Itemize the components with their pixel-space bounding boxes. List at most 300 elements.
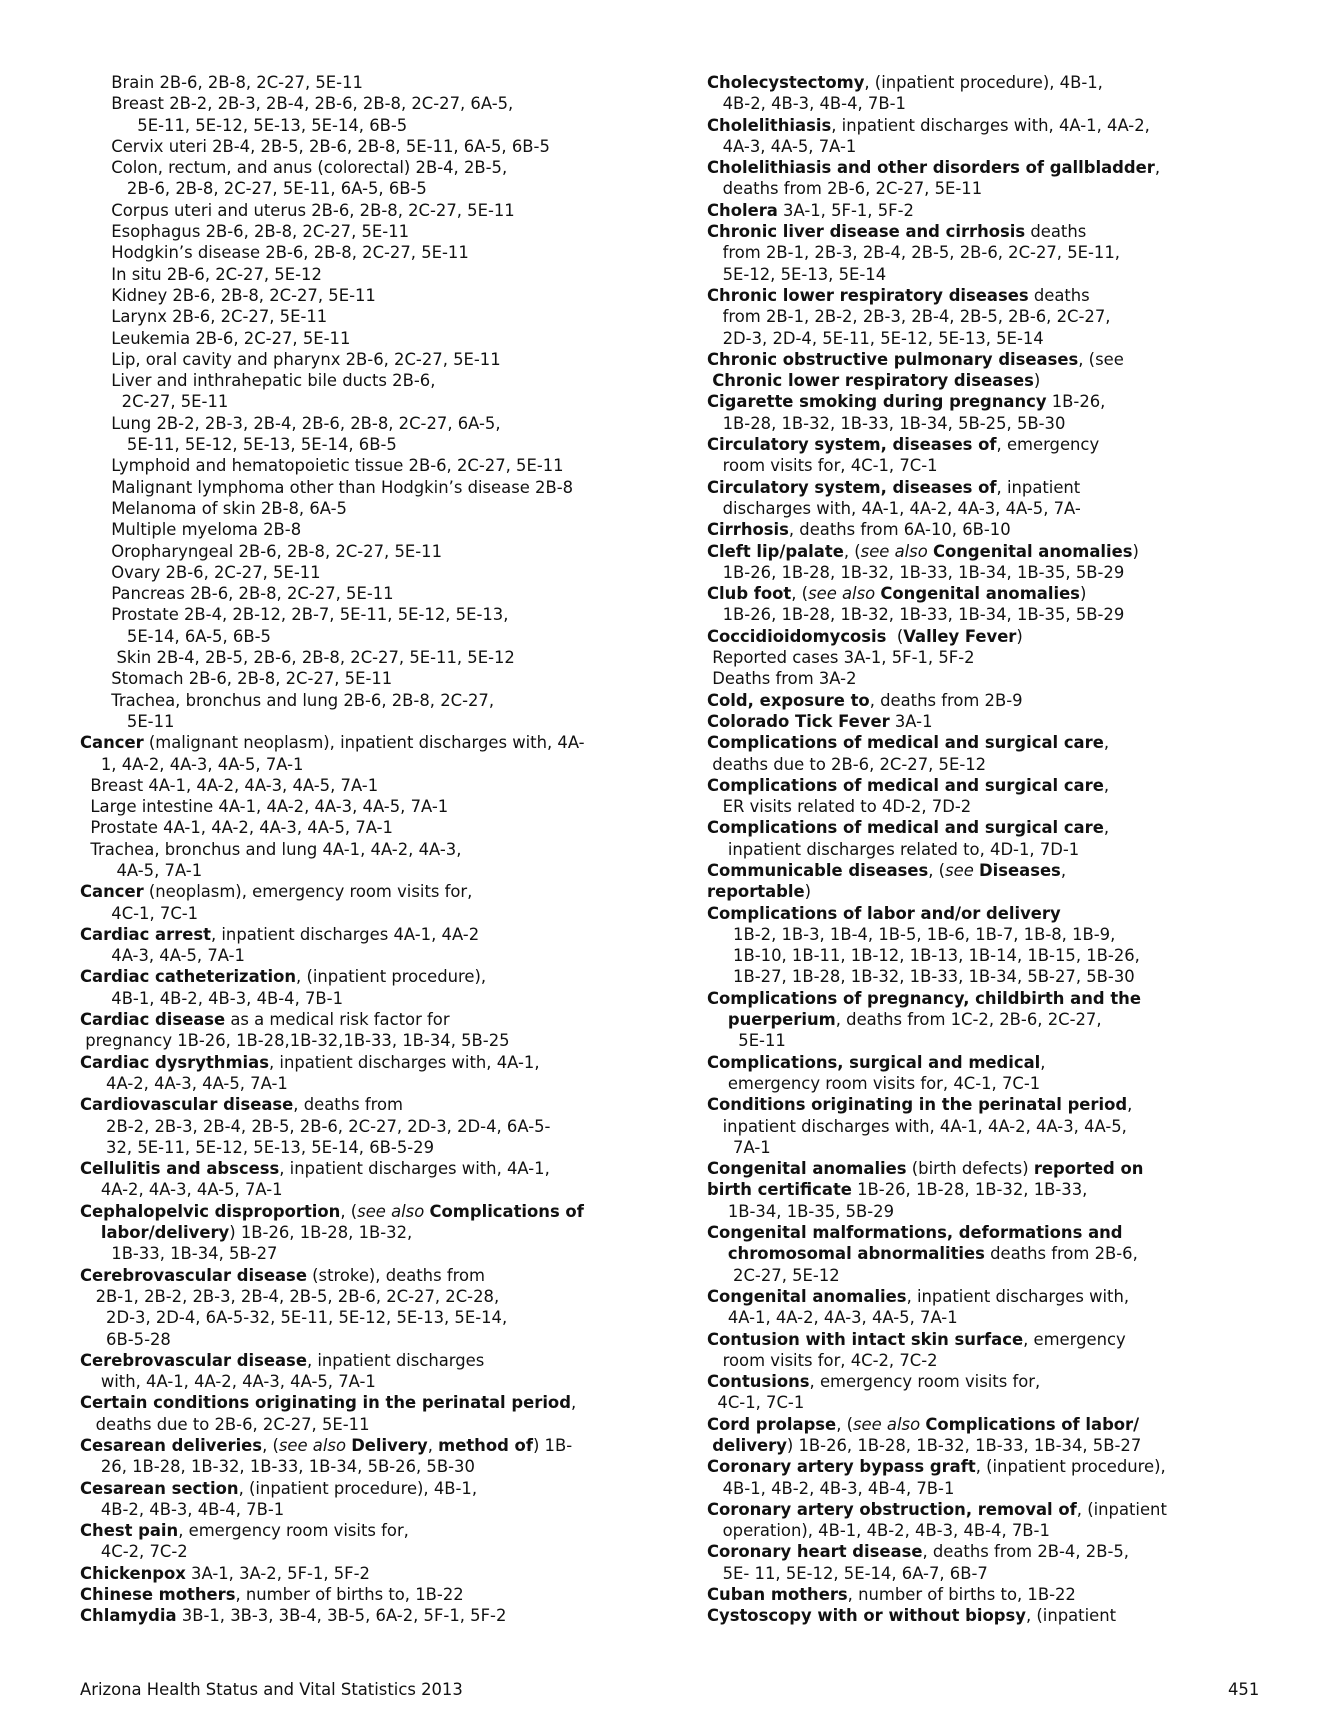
index-term: Chlamydia [80, 1606, 177, 1626]
index-line [707, 1179, 1307, 1200]
index-text: , ( [340, 1201, 358, 1221]
index-line [707, 349, 1307, 370]
index-term: Cerebrovascular disease [80, 1350, 307, 1370]
index-term: Cancer [80, 882, 144, 902]
index-term: chromosomal abnormalities [727, 1244, 985, 1264]
index-text: with, 4A-1, 4A-2, 4A-3, 4A-5, 7A-1 [80, 1372, 376, 1392]
index-line [80, 647, 640, 668]
index-text: , inpatient [996, 477, 1081, 497]
index-term: Complications of medical and surgical care [707, 818, 1104, 838]
see-also-text: see also [853, 1414, 921, 1434]
index-text: as a medical risk factor for [225, 1010, 450, 1030]
index-text: Prostate 2B-4, 2B-12, 2B-7, 5E-11, 5E-12, 5E-13, [80, 605, 509, 625]
index-term: Chronic lower respiratory diseases [707, 285, 1029, 305]
index-line [80, 264, 640, 285]
index-text: 2D-3, 2D-4, 5E-11, 5E-12, 5E-13, 5E-14 [707, 328, 1044, 348]
index-text: Prostate 4A-1, 4A-2, 4A-3, 4A-5, 7A-1 [80, 818, 393, 838]
index-text: , (see [1078, 349, 1124, 369]
index-line [80, 1201, 640, 1222]
index-term: Cuban mothers [707, 1585, 848, 1605]
index-term: Complications of medical and surgical care [707, 733, 1104, 753]
index-line [707, 370, 1307, 391]
index-text: 1B-34, 1B-35, 5B-29 [707, 1201, 895, 1221]
index-text: , (inpatient [1025, 1606, 1117, 1626]
index-text: , inpatient discharges with, 4A-1, [268, 1052, 540, 1072]
index-text: Trachea, bronchus and lung 2B-6, 2B-8, 2C-27, [80, 690, 495, 710]
index-line [707, 583, 1307, 604]
index-term: reported on [1033, 1159, 1144, 1179]
index-line [707, 221, 1307, 242]
index-term: reportable [707, 882, 805, 902]
index-term: Cesarean deliveries [80, 1436, 263, 1455]
index-line [80, 839, 640, 860]
index-line [707, 1073, 1307, 1094]
index-term: Complications of medical and surgical care [707, 775, 1104, 795]
index-line [80, 966, 640, 987]
index-line [80, 1499, 640, 1520]
index-line [80, 903, 640, 924]
index-term: Chronic liver disease and cirrhosis [707, 222, 1026, 242]
page-number: 451 [1228, 1680, 1260, 1699]
index-line [80, 626, 640, 647]
index-term: method of [438, 1436, 533, 1455]
see-also-text: see also [357, 1201, 425, 1221]
index-text: , deaths from 2B-4, 2B-5, [922, 1542, 1130, 1562]
index-text: , ( [836, 1414, 854, 1434]
index-term: Congenital anomalies [707, 1286, 907, 1306]
index-term: Cancer [80, 733, 144, 753]
index-text: Cervix uteri 2B-4, 2B-5, 2B-6, 2B-8, 5E-11, 6A-5, 6B-5 [80, 136, 550, 156]
index-term: Coccidioidomycosis [707, 626, 887, 646]
index-text: , [427, 1436, 439, 1455]
index-line [80, 72, 640, 93]
index-text: , emergency room visits for, [178, 1521, 409, 1541]
index-text: Breast 4A-1, 4A-2, 4A-3, 4A-5, 7A-1 [80, 775, 379, 795]
index-text [707, 1244, 728, 1263]
index-text: 3A-1, 3A-2, 5F-1, 5F-2 [185, 1563, 370, 1583]
index-text: 1B-26, 1B-28, 1B-32, 1B-33, 1B-34, 1B-35, 5B-29 [707, 562, 1125, 582]
index-text: inpatient discharges with, 4A-1, 4A-2, 4A-3, 4A-5, [707, 1116, 1127, 1136]
index-term: Contusions [707, 1372, 810, 1392]
index-text: 4C-1, 7C-1 [80, 903, 199, 923]
index-line [80, 498, 640, 519]
index-line [80, 1137, 640, 1158]
index-line [80, 1052, 640, 1073]
index-line [707, 1520, 1307, 1541]
index-line [707, 391, 1307, 412]
index-text: ) 1B-26, 1B-28, 1B-32, 1B-33, 1B-34, 5B-27 [786, 1436, 1142, 1455]
index-text: 4C-1, 7C-1 [707, 1393, 805, 1413]
index-term: Coronary artery obstruction, removal of [707, 1499, 1077, 1519]
index-line [80, 157, 640, 178]
index-text: Liver and inthrahepatic bile ducts 2B-6, [80, 371, 436, 391]
index-line [707, 455, 1307, 476]
index-line [80, 754, 640, 775]
index-line [707, 264, 1307, 285]
index-text: Reported cases 3A-1, 5F-1, 5F-2 [707, 648, 975, 668]
index-line [707, 860, 1307, 881]
index-text: Esophagus 2B-6, 2B-8, 2C-27, 5E-11 [80, 222, 410, 242]
index-term: Congenital anomalies [707, 1159, 907, 1179]
index-column-left [80, 72, 640, 1627]
index-text: (malignant neoplasm), inpatient discharges with, 4A- [143, 733, 585, 753]
index-term: Cardiac arrest [80, 924, 211, 944]
index-line [707, 498, 1307, 519]
index-line [80, 583, 640, 604]
index-line [80, 1158, 640, 1179]
index-line [80, 860, 640, 881]
index-line [707, 945, 1307, 966]
index-line [707, 903, 1307, 924]
index-term: Delivery [351, 1436, 428, 1455]
index-text: , [570, 1393, 577, 1413]
index-line [707, 1456, 1307, 1477]
index-text: ) [1079, 584, 1087, 604]
index-text: deaths [1025, 222, 1087, 242]
index-line [80, 775, 640, 796]
index-line [707, 775, 1307, 796]
index-line [80, 434, 640, 455]
index-text: In situ 2B-6, 2C-27, 5E-12 [80, 264, 322, 284]
index-line [707, 115, 1307, 136]
index-line [80, 349, 640, 370]
index-line [80, 1392, 640, 1413]
index-term: Contusion with intact skin surface [707, 1329, 1024, 1349]
index-line [707, 328, 1307, 349]
index-text: , [1060, 860, 1067, 880]
index-text: ) [804, 882, 812, 902]
index-line [80, 924, 640, 945]
index-text: deaths due to 2B-6, 2C-27, 5E-11 [80, 1414, 370, 1434]
index-column-right [707, 72, 1307, 1627]
index-term: Complications, surgical and medical [707, 1052, 1041, 1072]
index-term: Coronary heart disease [707, 1542, 923, 1562]
index-text: 4A-5, 7A-1 [80, 860, 203, 880]
index-text: 3A-1, 5F-1, 5F-2 [777, 200, 914, 220]
index-text: , ( [791, 584, 809, 604]
index-line [707, 136, 1307, 157]
index-text: , emergency [1023, 1329, 1126, 1349]
index-text: ) [1132, 541, 1139, 561]
index-text: 2C-27, 5E-12 [707, 1265, 840, 1285]
index-line [80, 1073, 640, 1094]
index-line [80, 1541, 640, 1562]
index-line [707, 1584, 1307, 1605]
index-line [80, 306, 640, 327]
index-line [707, 519, 1307, 540]
index-line [707, 881, 1307, 902]
index-term: Cholecystectomy [707, 73, 865, 92]
index-line [80, 1009, 640, 1030]
index-text: 26, 1B-28, 1B-32, 1B-33, 1B-34, 5B-26, 5B-30 [80, 1457, 475, 1477]
index-line [707, 668, 1307, 689]
index-term: Coronary artery bypass graft [707, 1457, 976, 1477]
index-line [80, 988, 640, 1009]
index-line [707, 924, 1307, 945]
see-also-text: see also [278, 1436, 346, 1455]
index-term: Cleft lip/palate [707, 541, 844, 561]
index-line [80, 200, 640, 221]
index-line [707, 1478, 1307, 1499]
index-line [707, 1116, 1307, 1137]
index-term: Cold, exposure to [707, 690, 870, 710]
index-text: 4C-2, 7C-2 [80, 1542, 188, 1562]
index-line [80, 115, 640, 136]
index-text: 1B-26, 1B-28, 1B-32, 1B-33, [851, 1180, 1088, 1200]
index-term: Congenital anomalies [880, 584, 1080, 604]
index-text: Larynx 2B-6, 2C-27, 5E-11 [80, 307, 328, 327]
index-text: 1B-33, 1B-34, 5B-27 [80, 1244, 278, 1264]
index-line [707, 1030, 1307, 1051]
index-term: birth certificate [707, 1180, 852, 1200]
index-line [707, 1137, 1307, 1158]
index-text: Lymphoid and hematopoietic tissue 2B-6, 2C-27, 5E-11 [80, 456, 564, 476]
index-text: 4B-2, 4B-3, 4B-4, 7B-1 [707, 94, 906, 114]
index-text: 4A-3, 4A-5, 7A-1 [707, 136, 857, 156]
index-text: 4A-2, 4A-3, 4A-5, 7A-1 [80, 1180, 283, 1200]
index-text: , emergency room visits for, [809, 1372, 1041, 1392]
index-term: Congenital anomalies [932, 541, 1133, 561]
index-term: Cellulitis and abscess [80, 1159, 280, 1179]
index-term: Cholera [707, 200, 778, 220]
index-text: deaths from 2B-6, [984, 1244, 1138, 1264]
index-text: 5E-12, 5E-13, 5E-14 [707, 264, 887, 284]
index-text: , number of births to, 1B-22 [847, 1585, 1076, 1605]
index-text: , inpatient discharges with, [906, 1286, 1130, 1306]
index-text: 5E-11 [80, 711, 175, 731]
index-line [707, 1009, 1307, 1030]
index-line [707, 1265, 1307, 1286]
index-text: operation), 4B-1, 4B-2, 4B-3, 4B-4, 7B-1 [707, 1521, 1050, 1541]
index-text: ) [1033, 371, 1041, 391]
index-text: , (inpatient procedure), [296, 967, 487, 987]
index-text: 1B-10, 1B-11, 1B-12, 1B-13, 1B-14, 1B-15, 1B-26, [707, 946, 1140, 966]
index-line [80, 668, 640, 689]
index-line [80, 328, 640, 349]
index-term: Cord prolapse [707, 1414, 837, 1434]
index-line [707, 93, 1307, 114]
footer-title: Arizona Health Status and Vital Statistics 2013 [80, 1680, 463, 1699]
index-line [707, 839, 1307, 860]
index-line [707, 1329, 1307, 1350]
index-line [80, 413, 640, 434]
index-text: discharges with, 4A-1, 4A-2, 4A-3, 4A-5, 7A- [707, 498, 1081, 518]
index-line [707, 1286, 1307, 1307]
index-text: (birth defects) [906, 1159, 1034, 1179]
index-line [707, 200, 1307, 221]
index-term: Chronic lower respiratory diseases [712, 371, 1034, 391]
index-line [707, 242, 1307, 263]
index-line [707, 754, 1307, 775]
index-line [80, 370, 640, 391]
index-text: 1B-28, 1B-32, 1B-33, 1B-34, 5B-25, 5B-30 [707, 413, 1066, 433]
index-text: 5E-11 [707, 1031, 786, 1051]
index-term: Chickenpox [80, 1563, 186, 1583]
index-line [707, 434, 1307, 455]
index-text: Brain 2B-6, 2B-8, 2C-27, 5E-11 [80, 73, 363, 92]
index-text: 1B-26, 1B-28, 1B-32, 1B-33, 1B-34, 1B-35, 5B-29 [707, 605, 1125, 625]
index-text: 5E-11, 5E-12, 5E-13, 5E-14, 6B-5 [80, 115, 408, 135]
index-text: Deaths from 3A-2 [707, 669, 857, 689]
index-term: Cystoscopy with or without biopsy [707, 1606, 1026, 1626]
index-term: Cardiac catheterization [80, 967, 297, 987]
index-line [80, 1243, 640, 1264]
index-line [80, 1286, 640, 1307]
index-term: labor/delivery [100, 1223, 230, 1243]
index-text: Stomach 2B-6, 2B-8, 2C-27, 5E-11 [80, 669, 393, 689]
index-text: , ( [262, 1436, 279, 1455]
index-text: 4A-2, 4A-3, 4A-5, 7A-1 [80, 1073, 288, 1093]
index-term: Circulatory system, diseases of [707, 477, 997, 497]
index-term: Cirrhosis [707, 520, 789, 540]
index-text: pregnancy 1B-26, 1B-28,1B-32,1B-33, 1B-34, 5B-25 [80, 1031, 510, 1051]
index-line [80, 1307, 640, 1328]
index-term: Chest pain [80, 1521, 179, 1541]
index-text: 2D-3, 2D-4, 6A-5-32, 5E-11, 5E-12, 5E-13, 5E-14, [80, 1308, 508, 1328]
index-text [707, 1010, 728, 1029]
index-text: Breast 2B-2, 2B-3, 2B-4, 2B-6, 2B-8, 2C-27, 6A-5, [80, 94, 514, 114]
index-term: Complications of labor/ [925, 1414, 1140, 1434]
see-also-text: see [945, 860, 974, 880]
index-line [80, 541, 640, 562]
index-line [707, 711, 1307, 732]
index-line [707, 690, 1307, 711]
index-text: 5E-14, 6A-5, 6B-5 [80, 626, 271, 646]
index-text: inpatient discharges related to, 4D-1, 7D-1 [707, 839, 1080, 859]
index-line [707, 178, 1307, 199]
index-text: 4B-1, 4B-2, 4B-3, 4B-4, 7B-1 [80, 988, 344, 1008]
index-line [80, 1030, 640, 1051]
index-line [707, 1541, 1307, 1562]
index-line [80, 1350, 640, 1371]
index-text: Leukemia 2B-6, 2C-27, 5E-11 [80, 328, 351, 348]
index-text: Lung 2B-2, 2B-3, 2B-4, 2B-6, 2B-8, 2C-27, 6A-5, [80, 413, 501, 433]
index-line [80, 221, 640, 242]
index-text: 2B-2, 2B-3, 2B-4, 2B-5, 2B-6, 2C-27, 2D-3, 2D-4, 6A-5- [80, 1116, 551, 1136]
index-line [707, 1392, 1307, 1413]
index-text: deaths [1028, 285, 1090, 305]
index-line [80, 1605, 640, 1626]
index-line [707, 966, 1307, 987]
index-line [707, 1435, 1307, 1456]
index-text: deaths from 2B-6, 2C-27, 5E-11 [707, 179, 983, 199]
index-text: , (inpatient [1076, 1499, 1167, 1519]
index-text: , deaths from [293, 1095, 403, 1115]
index-line [80, 391, 640, 412]
index-term: Certain conditions originating in the perinatal period [80, 1393, 571, 1413]
index-line [707, 72, 1307, 93]
index-term: Cerebrovascular disease [80, 1265, 307, 1285]
index-text: Oropharyngeal 2B-6, 2B-8, 2C-27, 5E-11 [80, 541, 443, 561]
index-line [707, 1243, 1307, 1264]
index-line [80, 1563, 640, 1584]
index-term: Cardiac dysrythmias [80, 1052, 269, 1072]
index-line [80, 945, 640, 966]
index-text: (stroke), deaths from [306, 1265, 485, 1285]
index-text: ) [1016, 626, 1023, 646]
index-text: Lip, oral cavity and pharynx 2B-6, 2C-27, 5E-11 [80, 349, 501, 369]
index-text: Trachea, bronchus and lung 4A-1, 4A-2, 4A-3, [80, 839, 462, 859]
index-text: 2C-27, 5E-11 [80, 392, 229, 412]
index-text: from 2B-1, 2B-2, 2B-3, 2B-4, 2B-5, 2B-6, 2C-27, [707, 307, 1111, 327]
index-text: 5E- 11, 5E-12, 5E-14, 6A-7, 6B-7 [707, 1563, 988, 1583]
index-line [80, 455, 640, 476]
index-text: 4A-1, 4A-2, 4A-3, 4A-5, 7A-1 [707, 1308, 958, 1328]
index-text: , (inpatient procedure), [975, 1457, 1166, 1477]
index-term: Club foot [707, 584, 792, 604]
index-text: , inpatient discharges with, 4A-1, 4A-2, [831, 115, 1150, 135]
index-term: Conditions originating in the perinatal period [707, 1095, 1128, 1115]
index-line [707, 1414, 1307, 1435]
index-text: emergency room visits for, 4C-1, 7C-1 [707, 1073, 1041, 1093]
index-text: Ovary 2B-6, 2C-27, 5E-11 [80, 562, 321, 582]
index-line [80, 690, 640, 711]
index-line [707, 817, 1307, 838]
index-line [707, 413, 1307, 434]
index-line [80, 711, 640, 732]
index-text: 2B-6, 2B-8, 2C-27, 5E-11, 6A-5, 6B-5 [80, 179, 427, 199]
see-also-text: see also [860, 541, 928, 561]
index-text: room visits for, 4C-1, 7C-1 [707, 456, 938, 476]
index-line [707, 1094, 1307, 1115]
index-text: Kidney 2B-6, 2B-8, 2C-27, 5E-11 [80, 285, 376, 305]
index-line [80, 732, 640, 753]
index-text: 4A-3, 4A-5, 7A-1 [80, 946, 245, 966]
index-text: 32, 5E-11, 5E-12, 5E-13, 5E-14, 6B-5-29 [80, 1137, 435, 1157]
index-line [80, 1584, 640, 1605]
index-line [80, 881, 640, 902]
index-term: Cholelithiasis and other disorders of gallbladder [707, 158, 1155, 178]
index-text: ) 1B- [532, 1436, 573, 1455]
index-line [707, 796, 1307, 817]
index-line [707, 1499, 1307, 1520]
index-text: 4B-1, 4B-2, 4B-3, 4B-4, 7B-1 [707, 1478, 955, 1498]
index-text: Corpus uteri and uterus 2B-6, 2B-8, 2C-27, 5E-11 [80, 200, 515, 220]
index-line [80, 136, 640, 157]
index-line [707, 1371, 1307, 1392]
index-text: 7A-1 [707, 1137, 771, 1157]
index-text: ) 1B-26, 1B-28, 1B-32, [229, 1223, 413, 1243]
index-line [80, 1329, 640, 1350]
index-line [80, 1116, 640, 1137]
index-text: , emergency [996, 435, 1100, 455]
index-line [707, 1307, 1307, 1328]
index-line [80, 178, 640, 199]
index-term: delivery [712, 1436, 787, 1455]
index-term: Cesarean section [80, 1478, 239, 1498]
index-line [80, 285, 640, 306]
index-line [80, 93, 640, 114]
index-line [707, 732, 1307, 753]
index-line [707, 562, 1307, 583]
index-line [80, 1478, 640, 1499]
index-line [707, 157, 1307, 178]
index-line [80, 1456, 640, 1477]
index-term: Communicable diseases [707, 860, 929, 880]
index-text [80, 1223, 101, 1242]
index-line [80, 1222, 640, 1243]
index-term: Cardiac disease [80, 1010, 226, 1030]
index-term: Chinese mothers [80, 1585, 236, 1605]
index-term: Cephalopelvic disproportion [80, 1201, 341, 1221]
index-line [707, 541, 1307, 562]
index-text: , inpatient discharges [306, 1350, 485, 1370]
index-text: 4B-2, 4B-3, 4B-4, 7B-1 [80, 1499, 285, 1519]
index-term: puerperium [727, 1010, 836, 1030]
index-text: Pancreas 2B-6, 2B-8, 2C-27, 5E-11 [80, 584, 394, 604]
index-line [707, 1201, 1307, 1222]
index-text: 3A-1 [889, 711, 933, 731]
